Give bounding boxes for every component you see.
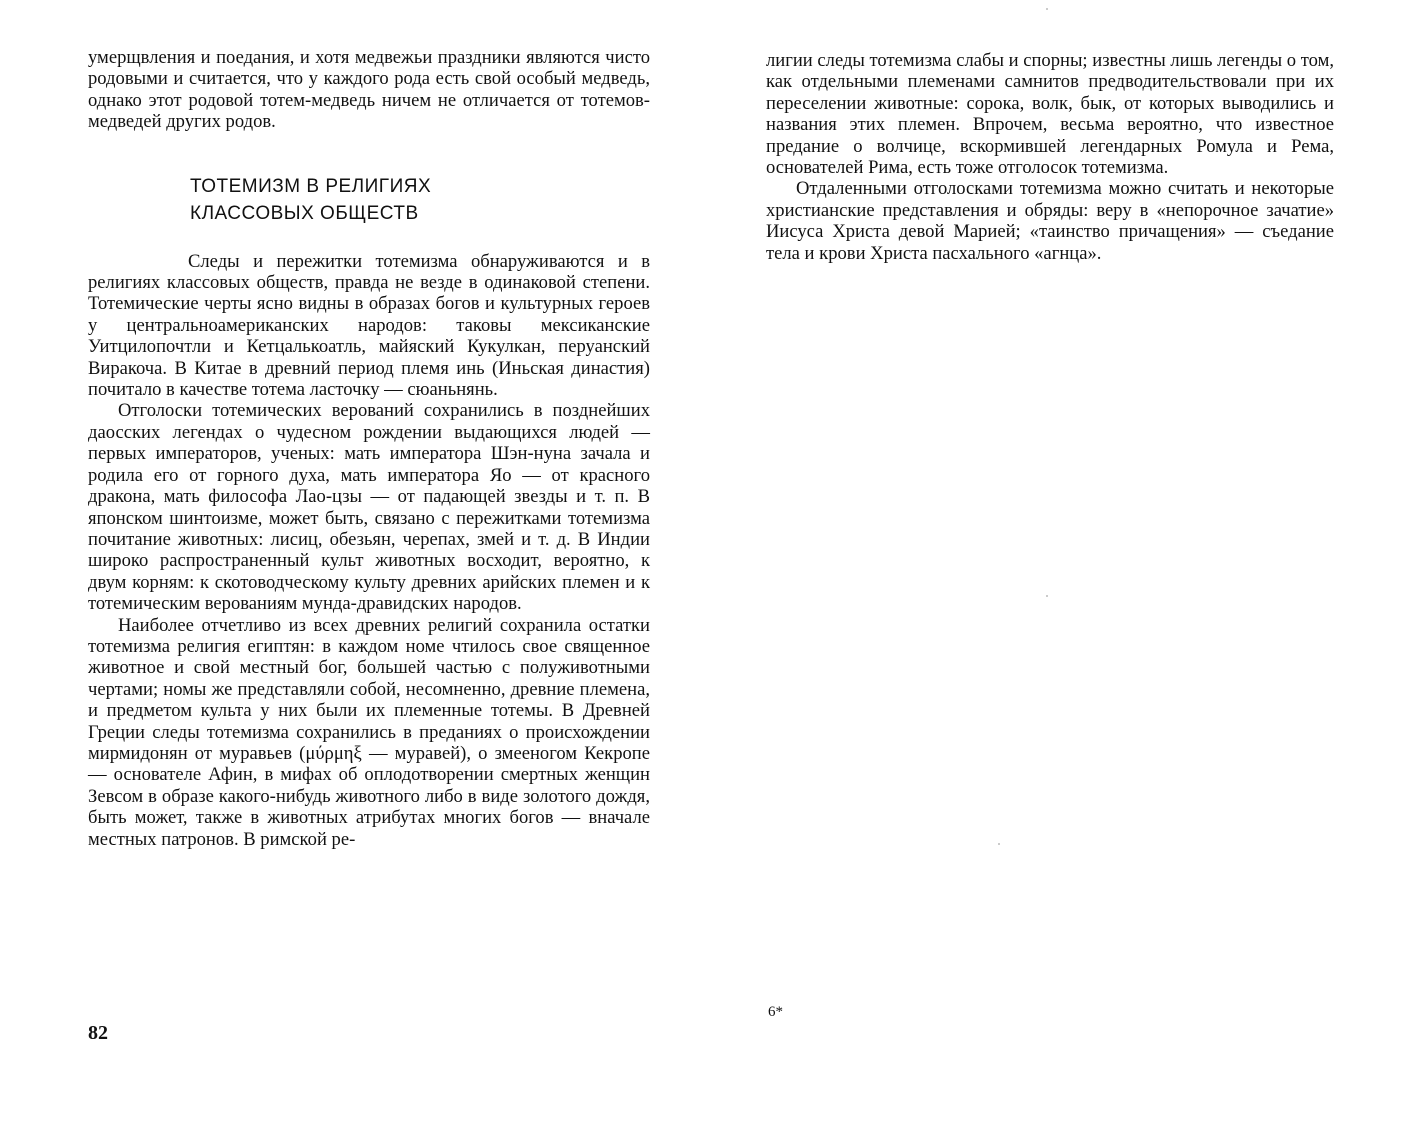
continued-paragraph: лигии следы тотемизма слабы и спорны; известны лишь легенды о том, как отдельными племенами самнитов предводительствовали при их переселении животные: сорока, волк, бык, от которых выводились и названия этих племен. Впрочем, весьма вероятно, что известное предание о волчице, вскормившей легендарных Ромула и Рема, основателей Рима, есть тоже отголосок тотемизма.	[766, 50, 1334, 179]
scan-speck	[1046, 8, 1048, 10]
right-text-column	[766, 50, 1334, 264]
left-text-column	[88, 47, 650, 850]
page-number: 82	[88, 1022, 108, 1044]
section-heading-line-1: ТОТЕМИЗМ В РЕЛИГИЯХ	[190, 175, 432, 197]
left-page	[0, 0, 706, 1130]
right-page	[706, 0, 1413, 1130]
section-heading	[190, 173, 650, 227]
paragraph: Отголоски тотемических верований сохранились в позднейших даосских легендах о чудесном рождении выдающихся людей — первых императоров, ученых: мать императора Шэн-нуна зачала и родила его от горного духа, мать императора Яо — от красного дракона, мать философа Лао-цзы — от падающей звезды и т. п. В японском шинтоизме, может быть, связано с пережитками тотемизма почитание животных: лисиц, обезьян, черепах, змей и т. д. В Индии широко распространенный культ животных восходит, вероятно, к двум корням: к скотоводческому культу древних арийских племен и к тотемическим верованиям мунда-дравидских народов.	[88, 400, 650, 615]
paragraph: Наиболее отчетливо из всех древних религий сохранила остатки тотемизма религия египтян: в каждом номе чтилось свое священное животное и свой местный бог, большей частью с полуживотными чертами; номы же представляли собой, несомненно, древние племена, и предметом культа у них были их племенные тотемы. В Древней Греции следы тотемизма сохранились в преданиях о происхождении мирмидонян от муравьев (μύρμηξ — муравей), о змееногом Кекропе — основателе Афин, в мифах об оплодотворении смертных женщин Зевсом в образе какого-нибудь животного либо в виде золотого дождя, быть может, также в животных атрибутах многих богов — вначале местных патронов. В римской ре-	[88, 614, 650, 850]
continued-paragraph: умерщвления и поедания, и хотя медвежьи праздники являются чисто родовыми и считается, что у каждого рода есть свой особый медведь, однако этот родовой тотем-медведь ничем не отличается от тотемов-медведей других родов.	[88, 47, 650, 133]
paragraph: Отдаленными отголосками тотемизма можно считать и некоторые христианские представления и обряды: веру в «непорочное зачатие» Иисуса Христа девой Марией; «таинство причащения» — съедание тела и крови Христа пасхального «агнца».	[766, 178, 1334, 264]
scan-speck	[998, 843, 1000, 845]
section-heading-line-2: КЛАССОВЫХ ОБЩЕСТВ	[190, 202, 419, 224]
scan-speck	[1046, 595, 1048, 597]
paragraph: Следы и пережитки тотемизма обнаруживаются и в религиях классовых обществ, правда не везде в одинаковой степени. Тотемические черты ясно видны в образах богов и культурных героев у центральноамериканских народов: таковы мексиканские Уитцилопочтли и Кетцалькоатль, майяский Кукулкан, перуанский Виракоча. В Китае в древний период племя инь (Иньская династия) почитало в качестве тотема ласточку — сюаньнянь.	[88, 250, 650, 401]
signature-mark: 6*	[768, 1004, 783, 1020]
